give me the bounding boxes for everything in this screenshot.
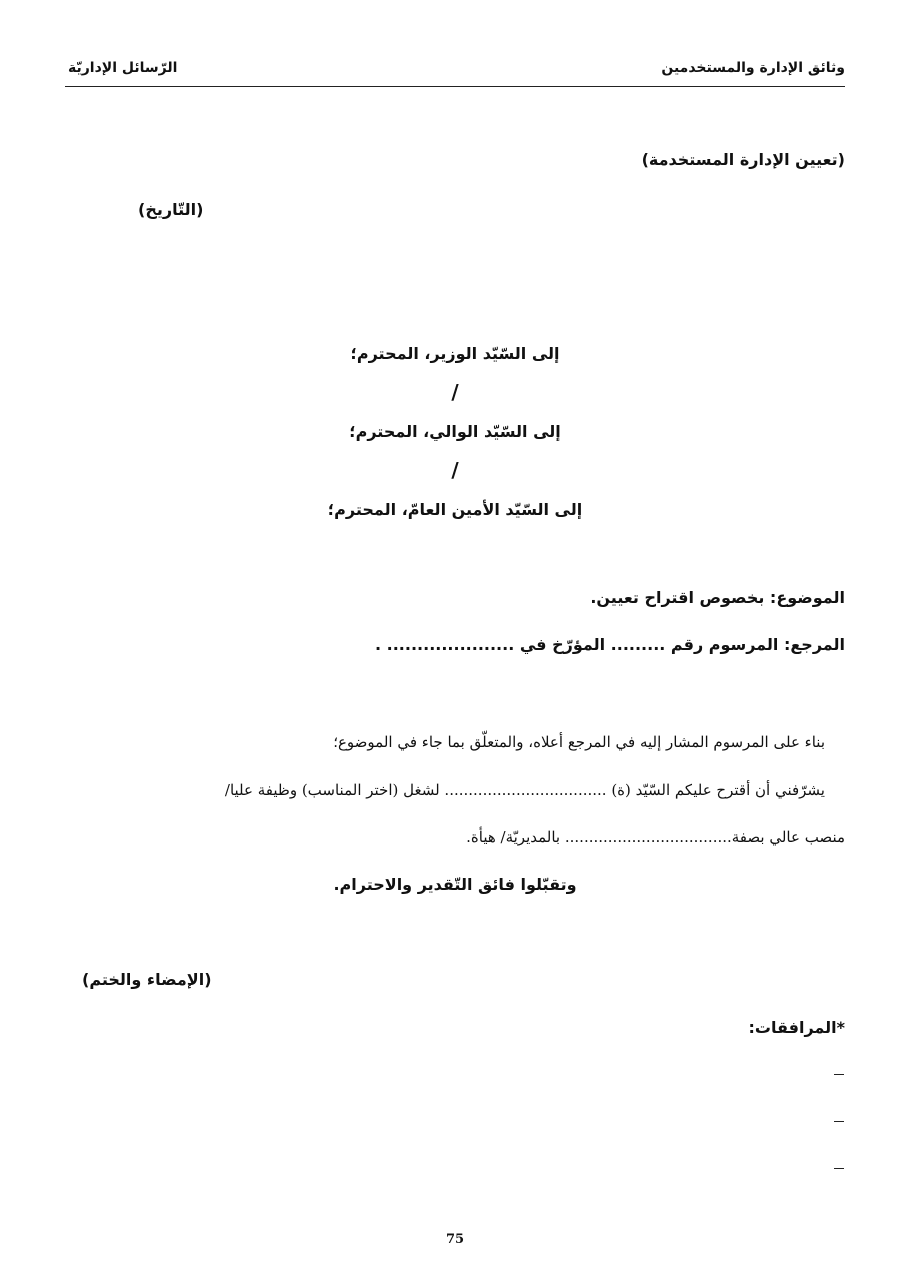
header-left-title: الرّسائل الإداريّة [68,60,178,76]
attachment-item-2 [834,1121,844,1122]
header-divider [65,86,845,87]
paragraph-position: منصب عالي بصفة................................... بالمديريّة/ هيأة. [466,828,845,846]
letter-reference: المرجع: المرسوم رقم ......... المؤرّخ في ..................... . [375,635,845,654]
paragraph-proposal: يشرّفني أن أقترح عليكم السّيّد (ة) .................................. لشغل (اختر المناسب) وظيفة عليا/ [224,781,825,799]
closing-formula: وتقبّلوا فائق التّقدير والاحترام. [333,875,577,894]
page-number: 75 [445,1232,465,1247]
letter-subject: الموضوع: بخصوص اقتراح تعيين. [590,588,845,607]
attachment-item-3 [834,1168,844,1169]
recipient-governor: إلى السّيّد الوالي، المحترم؛ [349,422,561,441]
paragraph-basis: بناء على المرسوم المشار إليه في المرجع أعلاه، والمتعلّق بما جاء في الموضوع؛ [333,733,825,751]
attachments-label: *المرافقات: [748,1018,845,1037]
signature-and-stamp: (الإمضاء والختم) [82,970,212,989]
recipient-separator: / [451,380,459,404]
attachment-item-1 [834,1074,844,1075]
recipient-secretary-general: إلى السّيّد الأمين العامّ، المحترم؛ [327,500,583,519]
administration-name: (تعيين الإدارة المستخدمة) [641,150,845,169]
recipient-separator: / [451,458,459,482]
letter-date: (التّاريخ) [138,200,204,219]
header-right-title: وثائق الإدارة والمستخدمين [661,60,845,76]
recipient-minister: إلى السّيّد الوزير، المحترم؛ [350,344,560,363]
